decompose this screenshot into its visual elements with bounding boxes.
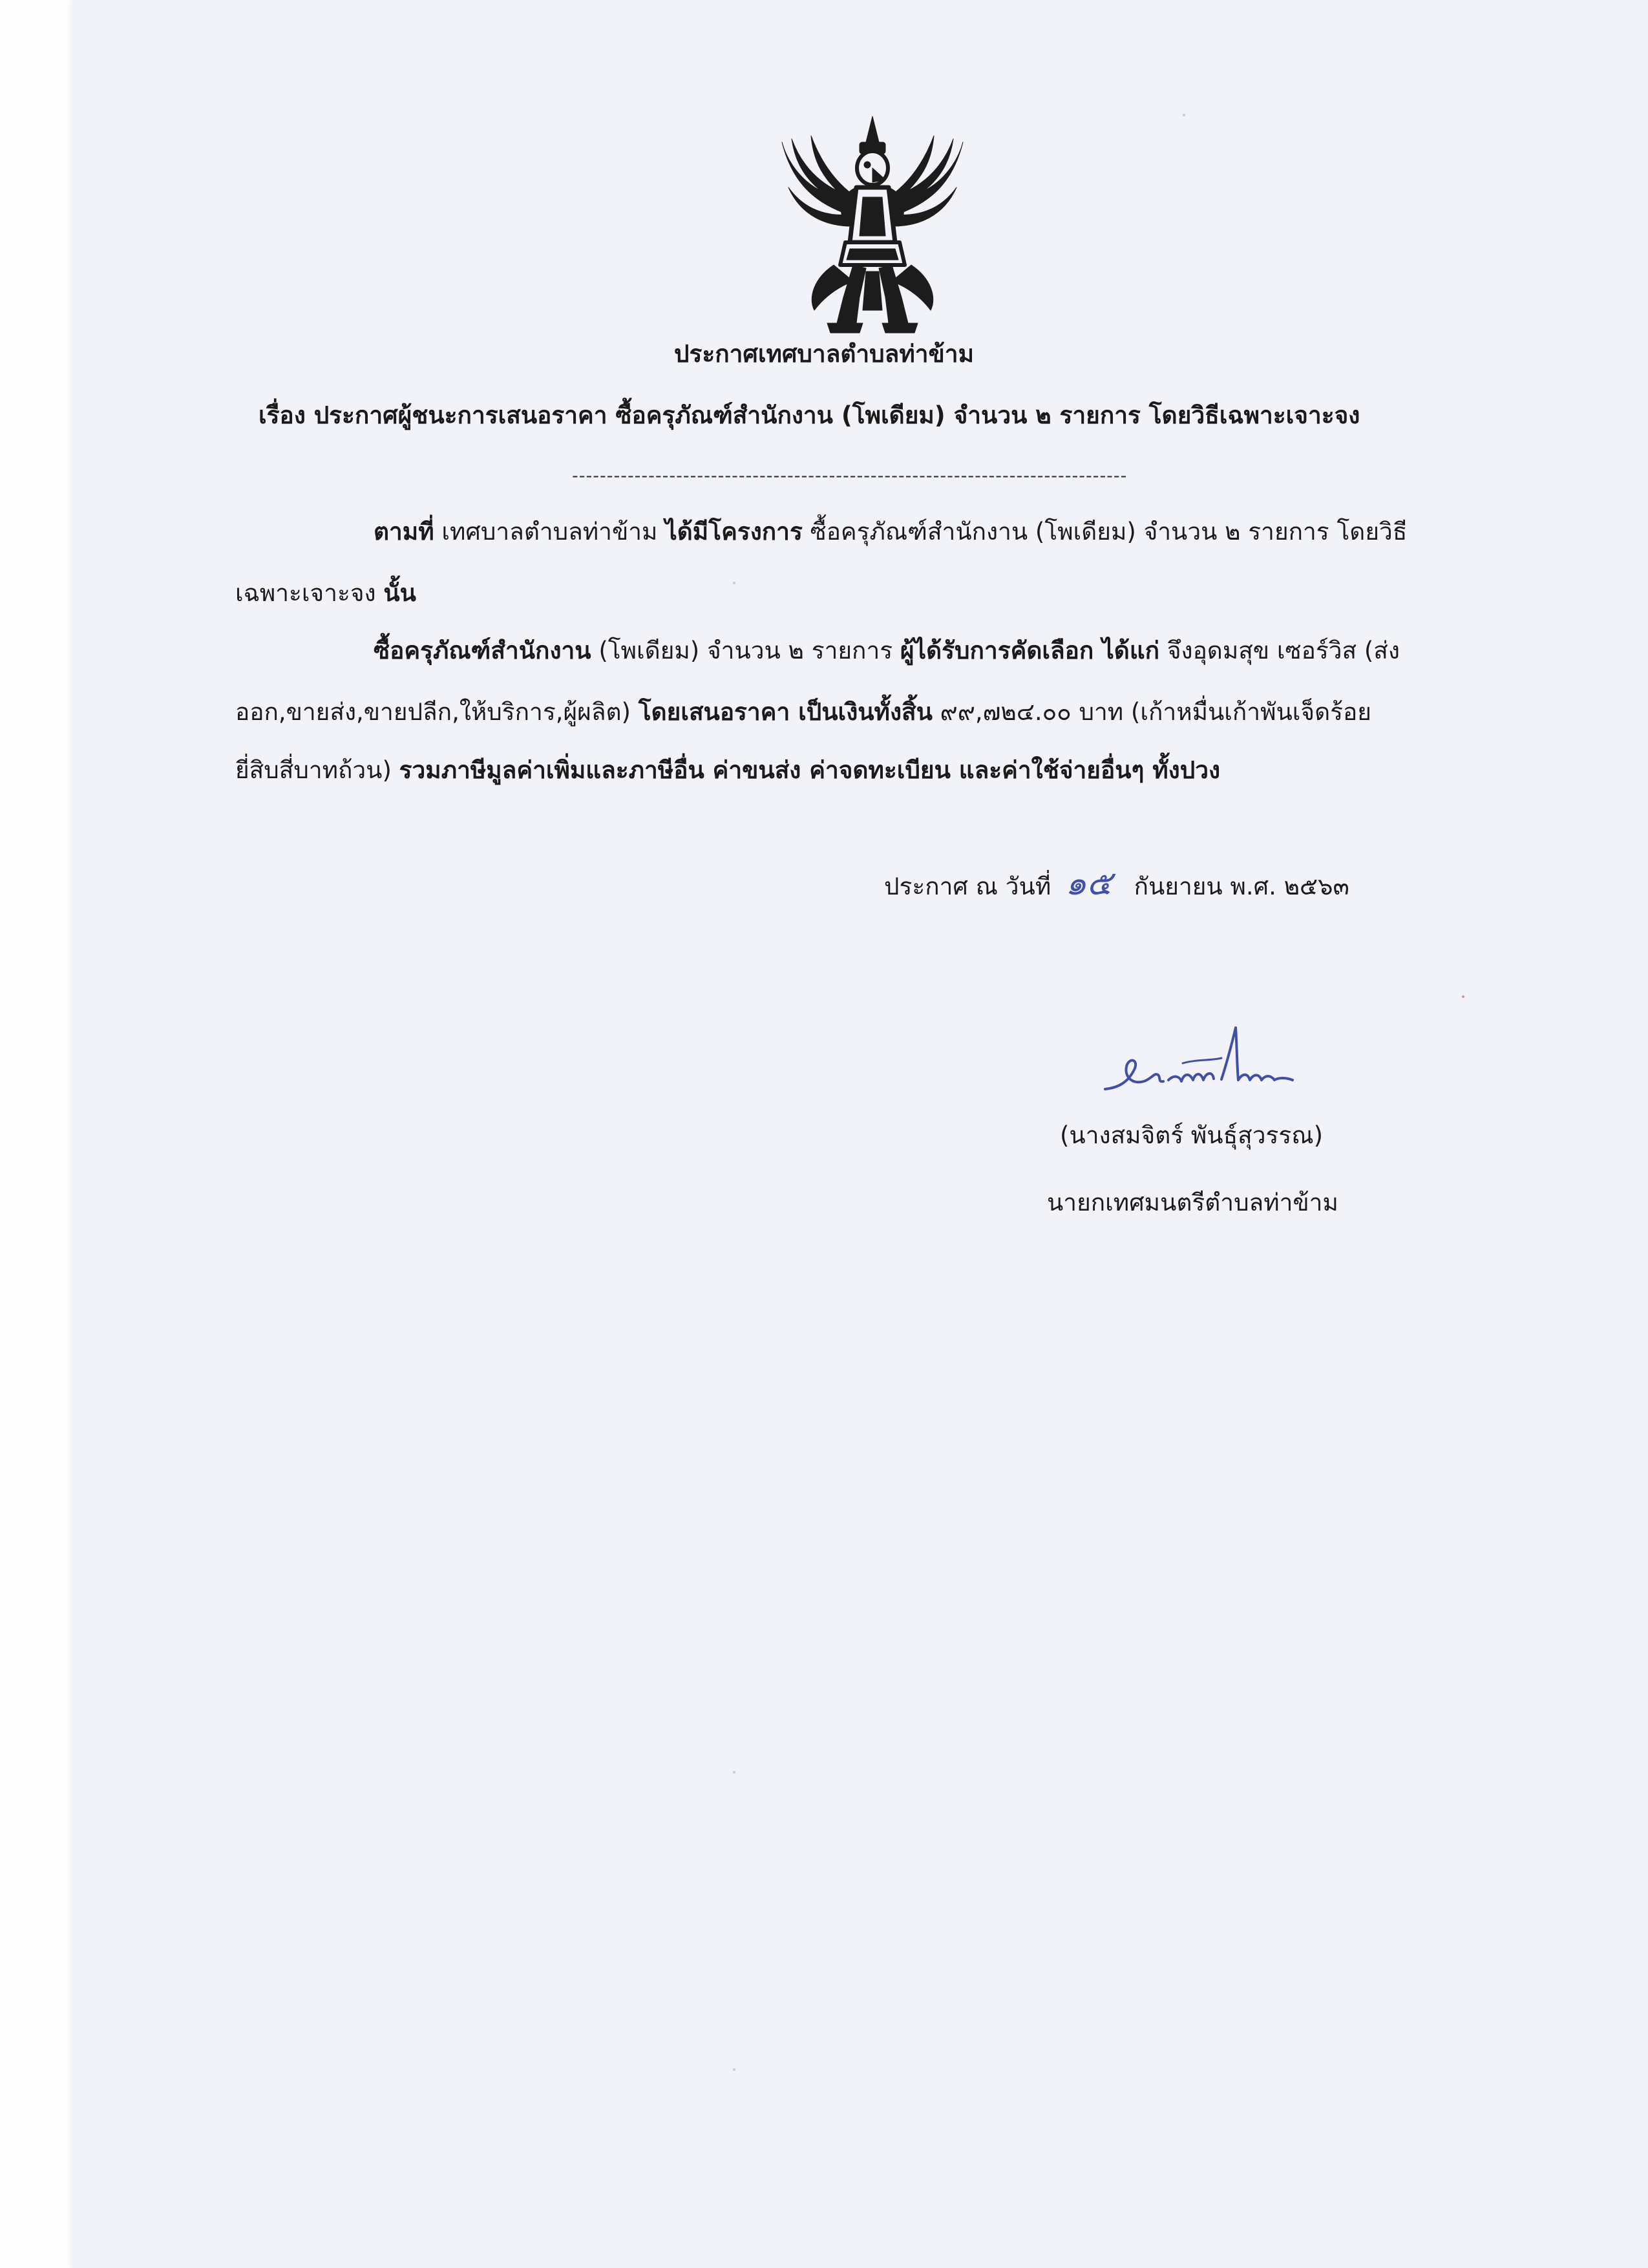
scan-speck [733, 582, 735, 584]
text-run: เฉพาะเจาะจง [235, 579, 384, 607]
text-run: รวมภาษีมูลค่าเพิ่มและภาษีอื่น ค่าขนส่ง ค่าจดทะเบียน และค่าใช้จ่ายอื่นๆ ทั้งปวง [399, 756, 1221, 784]
page-title: ประกาศเทศบาลตำบลท่าข้าม [674, 340, 974, 368]
paragraph-1-line-1 [374, 516, 1407, 548]
text-run: ออก,ขายส่ง,ขายปลีก,ให้บริการ,ผู้ผลิต) [235, 698, 639, 726]
text-run: ได้มีโครงการ [665, 518, 803, 546]
text-run: ๙๙,๗๒๔.๐๐ บาท (เก้าหมื่นเก้าพันเจ็ดร้อย [932, 698, 1371, 726]
scan-speck [1183, 114, 1185, 116]
signer-name: (นางสมจิตร์ พันธุ์สุวรรณ) [1060, 1121, 1324, 1149]
date-prefix: ประกาศ ณ วันที่ [884, 873, 1051, 900]
text-run: ตามที่ [374, 518, 434, 546]
garuda-emblem-icon [776, 103, 969, 343]
divider-line: -------------------------------------------------------------------------------- [572, 466, 1128, 486]
text-run: ผู้ได้รับการคัดเลือก ได้แก่ [900, 637, 1160, 664]
paragraph-1-line-2 [235, 577, 416, 609]
scan-speck [1462, 995, 1464, 998]
subject-heading: เรื่อง ประกาศผู้ชนะการเสนอราคา ซื้อครุภัณฑ์สำนักงาน (โพเดียม) จำนวน ๒ รายการ โดยวิธีเฉพาะเจาะจง [259, 401, 1360, 429]
scan-speck [733, 2068, 735, 2071]
date-month-year: กันยายน พ.ศ. ๒๕๖๓ [1134, 873, 1349, 900]
text-run: ซื้อครุภัณฑ์สำนักงาน [374, 637, 591, 664]
signature-icon [1099, 1018, 1318, 1115]
paragraph-2-line-1 [374, 635, 1400, 667]
handwritten-day: ๑๕ [1065, 864, 1112, 903]
signer-position: นายกเทศมนตรีตำบลท่าข้าม [1047, 1189, 1338, 1216]
text-run: เทศบาลตำบลท่าข้าม [434, 518, 666, 546]
text-run: จึงอุดมสุข เซอร์วิส (ส่ง [1159, 637, 1400, 664]
text-run: ยี่สิบสี่บาทถ้วน) [235, 756, 399, 784]
scan-speck [733, 1771, 735, 1774]
text-run: (โพเดียม) จำนวน ๒ รายการ [591, 637, 900, 664]
text-run: โดยเสนอราคา เป็นเงินทั้งสิ้น [638, 698, 933, 726]
text-run: นั้น [383, 579, 416, 607]
paragraph-2-line-2 [235, 696, 1371, 728]
announcement-date [884, 864, 1349, 903]
text-run: ซื้อครุภัณฑ์สำนักงาน (โพเดียม) จำนวน ๒ รายการ โดยวิธี [802, 518, 1408, 546]
paragraph-2-line-3 [235, 754, 1220, 787]
